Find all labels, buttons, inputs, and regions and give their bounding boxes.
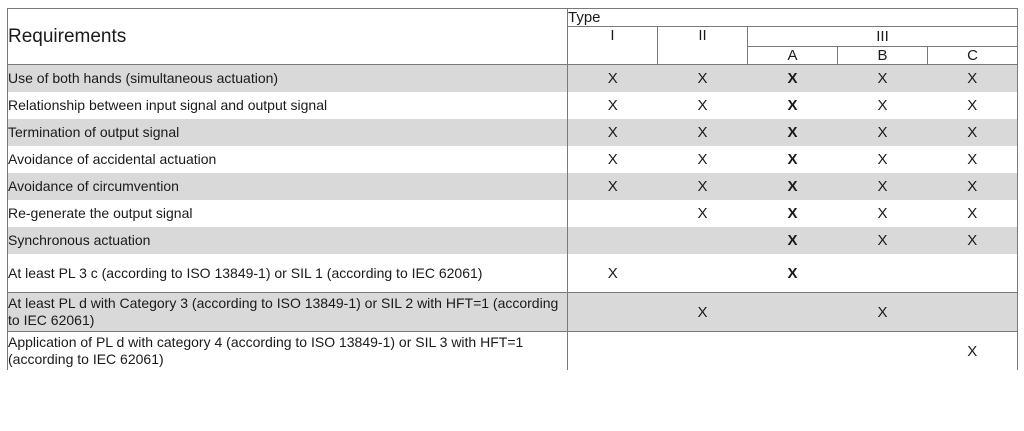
mark-C: X — [928, 173, 1018, 200]
mark-I — [568, 227, 658, 254]
requirement-label: Re-generate the output signal — [8, 200, 568, 227]
mark-B: X — [838, 173, 928, 200]
requirement-label: Use of both hands (simultaneous actuation) — [8, 65, 568, 93]
type-IIIB-header: B — [838, 47, 928, 65]
mark-II — [658, 332, 748, 371]
mark-II — [658, 254, 748, 293]
table-row — [8, 254, 1018, 293]
mark-B: X — [877, 205, 888, 222]
type-II-header: II — [658, 27, 748, 65]
requirement-label: Avoidance of accidental actuation — [8, 146, 568, 173]
mark-B — [838, 332, 928, 371]
mark-A: X — [748, 173, 838, 200]
mark-A: X — [787, 205, 798, 222]
requirement-label: Synchronous actuation — [8, 227, 568, 254]
mark-B: X — [838, 119, 928, 146]
requirement-label: Application of PL d with category 4 (according to ISO 13849-1) or SIL 3 with HFT=1 (according to IEC 62061) — [8, 332, 568, 371]
requirement-label: At least PL 3 c (according to ISO 13849-1) or SIL 1 (according to IEC 62061) — [8, 254, 568, 293]
mark-I: X — [568, 254, 658, 293]
requirements-table — [7, 8, 1018, 370]
requirements-header: Requirements — [8, 9, 568, 65]
mark-I: X — [607, 151, 618, 168]
table-row — [8, 227, 1018, 254]
table-row — [8, 92, 1018, 119]
mark-I: X — [568, 119, 658, 146]
mark-I — [568, 200, 658, 227]
mark-II: X — [697, 97, 708, 114]
mark-B: X — [877, 151, 888, 168]
mark-C: X — [928, 119, 1018, 146]
mark-B: X — [838, 293, 928, 332]
mark-A: X — [787, 151, 798, 168]
mark-A — [748, 332, 838, 371]
mark-B: X — [838, 65, 928, 93]
mark-C: X — [928, 200, 1018, 227]
mark-I — [568, 293, 658, 332]
mark-A: X — [748, 119, 838, 146]
requirement-label: Avoidance of circumvention — [8, 173, 568, 200]
mark-A: X — [748, 65, 838, 93]
mark-II — [658, 227, 748, 254]
table-row — [8, 65, 1018, 93]
requirement-label: Termination of output signal — [8, 119, 568, 146]
mark-II: X — [658, 173, 748, 200]
type-III-header: III — [748, 27, 1018, 47]
table-row — [8, 146, 1018, 173]
type-I-header: I — [568, 27, 658, 65]
mark-C: X — [928, 146, 1018, 173]
mark-II: X — [658, 65, 748, 93]
table-row — [8, 332, 1018, 371]
table-row — [8, 119, 1018, 146]
table-row — [8, 200, 1018, 227]
type-header: Type — [568, 9, 1018, 27]
mark-C — [928, 254, 1018, 293]
requirement-label: At least PL d with Category 3 (according to ISO 13849-1) or SIL 2 with HFT=1 (according to IEC 62061) — [8, 293, 568, 332]
mark-II: X — [658, 119, 748, 146]
mark-A: X — [787, 97, 798, 114]
mark-I: X — [568, 173, 658, 200]
type-IIIC-header: C — [928, 47, 1018, 65]
mark-A: X — [748, 254, 838, 293]
requirements-body — [8, 65, 1018, 371]
mark-C: X — [928, 332, 1018, 371]
mark-B: X — [877, 97, 888, 114]
mark-II: X — [697, 151, 708, 168]
mark-C: X — [928, 65, 1018, 93]
table-row — [8, 173, 1018, 200]
mark-II: X — [658, 293, 748, 332]
mark-B: X — [838, 227, 928, 254]
mark-A — [748, 293, 838, 332]
mark-II: X — [697, 205, 708, 222]
mark-I: X — [607, 97, 618, 114]
mark-C — [928, 293, 1018, 332]
mark-A: X — [748, 227, 838, 254]
type-IIIA-header: A — [748, 47, 838, 65]
requirement-label: Relationship between input signal and output signal — [8, 92, 568, 119]
table-row — [8, 293, 1018, 332]
mark-B — [838, 254, 928, 293]
mark-C: X — [928, 92, 1018, 119]
mark-I — [568, 332, 658, 371]
mark-I: X — [568, 65, 658, 93]
mark-C: X — [928, 227, 1018, 254]
